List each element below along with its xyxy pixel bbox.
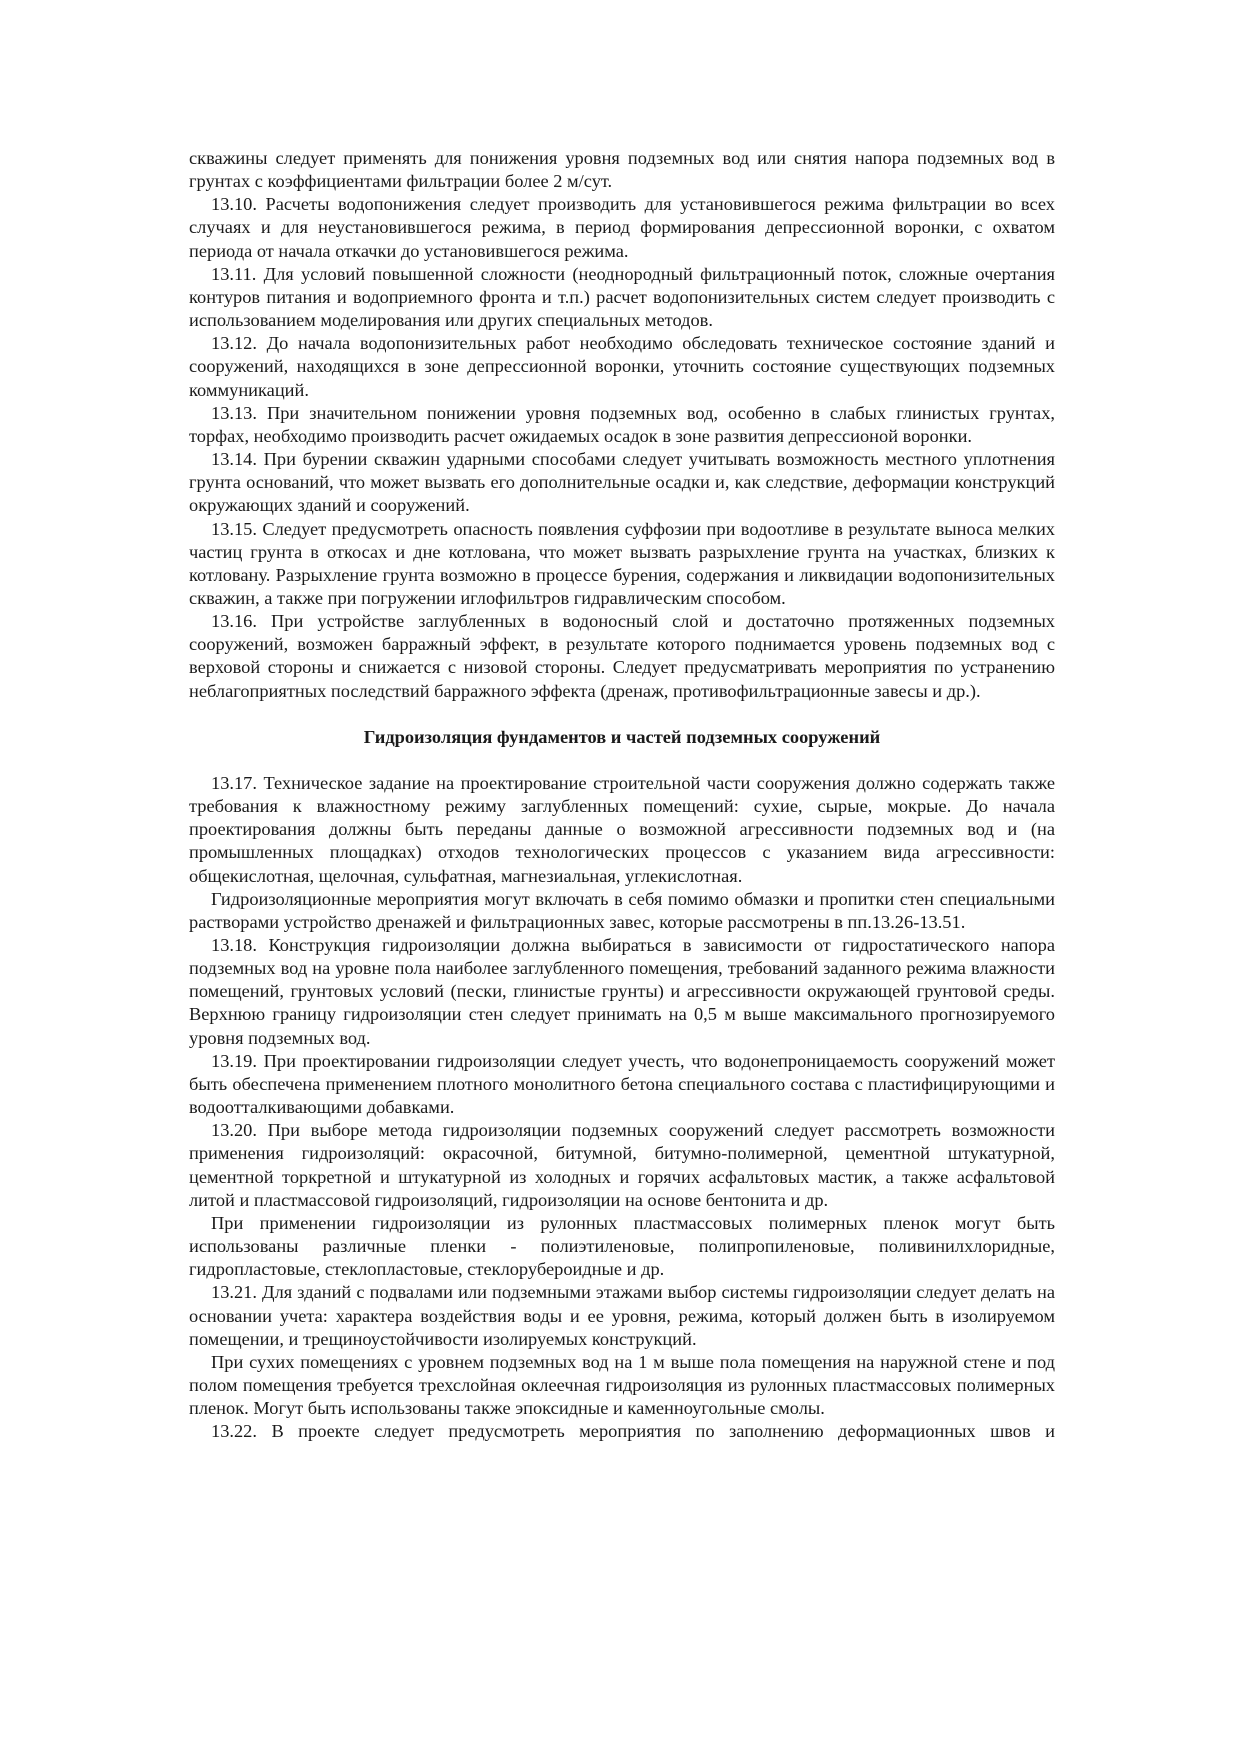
paragraph-13-14: 13.14. При бурении скважин ударными способами следует учитывать возможность местного уплотнения грунта оснований, что может вызвать его дополнительные осадки и, как следствие, деформации конструкций окружающих зданий и сооружений. bbox=[189, 449, 1055, 516]
paragraph-13-12: 13.12. До начала водопонизительных работ необходимо обследовать техническое состояние зданий и сооружений, находящихся в зоне депрессионной воронки, уточнить состояние существующих подземных коммуникаций. bbox=[189, 333, 1055, 400]
paragraph-waterproofing-measures: Гидроизоляционные мероприятия могут включать в себя помимо обмазки и пропитки стен специальными растворами устройство дренажей и фильтрационных завес, которые рассмотрены в пп.13.26-13.51. bbox=[189, 888, 1055, 932]
paragraph-13-11: 13.11. Для условий повышенной сложности (неоднородный фильтрационный поток, сложные очертания контуров питания и водоприемного фронта и т.п.) расчет водопонизительных систем следует производить с использованием моделирования или других специальных методов. bbox=[189, 263, 1055, 331]
paragraph-13-18: 13.18. Конструкция гидроизоляции должна выбираться в зависимости от гидростатического напора подземных вод на уровне пола наиболее заглубленного помещения, требований заданного режима влажности помещений, грунтовых условий (пески, глинистые грунты) и агрессивности окружающей грунтовой среды. Верхнюю границу гидроизоляции стен следует принимать на 0,5 м выше максимального прогнозируемого уровня подземных вод. bbox=[189, 935, 1055, 1048]
paragraph-13-10: 13.10. Расчеты водопонижения следует производить для установившегося режима фильтрации во всех случаях и для неустановившегося режима, в период формирования депрессионной воронки, с охватом периода от начала откачки до установившегося режима. bbox=[189, 194, 1055, 261]
paragraph-13-16: 13.16. При устройстве заглубленных в водоносный слой и достаточно протяженных подземных сооружений, возможен барражный эффект, в результате которого поднимается уровень подземных вод с верховой стороны и снижается с низовой стороны. Следует предусматривать мероприятия по устранению неблагоприятных последствий барражного эффекта (дренаж, противофильтрационные завесы и др.). bbox=[189, 611, 1055, 701]
paragraph-13-19: 13.19. При проектировании гидроизоляции следует учесть, что водонепроницаемость сооружений может быть обеспечена применением плотного монолитного бетона специального состава с пластифицирующими и водоотталкивающими добавками. bbox=[189, 1050, 1055, 1118]
document-page bbox=[189, 147, 1055, 1443]
paragraph-13-17: 13.17. Техническое задание на проектирование строительной части сооружения должно содержать также требования к влажностному режиму заглубленных помещений: сухие, сырые, мокрые. До начала проектирования должны быть переданы данные о возможной агрессивности подземных вод и (на промышленных площадках) отходов технологических процессов с указанием вида агрессивности: общекислотная, щелочная, сульфатная, магнезиальная, углекислотная. bbox=[189, 772, 1055, 886]
paragraph-13-15: 13.15. Следует предусмотреть опасность появления суффозии при водоотливе в результате выноса мелких частиц грунта в откосах и дне котлована, что может вызвать разрыхление грунта на участках, близких к котловану. Разрыхление грунта возможно в процессе бурения, содержания и ликвидации водопонизительных скважин, а также при погружении иглофильтров гидравлическим способом. bbox=[189, 518, 1055, 608]
paragraph-13-21: 13.21. Для зданий с подвалами или подземными этажами выбор системы гидроизоляции следует делать на основании учета: характера воздействия воды и ее уровня, режима, который должен быть в изолируемом помещении, и трещиноустойчивости изолируемых конструкций. bbox=[189, 1282, 1055, 1349]
paragraph-13-20: 13.20. При выборе метода гидроизоляции подземных сооружений следует рассмотреть возможности применения гидроизоляций: окрасочной, битумной, битумно-полимерной, цементной штукатурной, цементной торкретной и штукатурной из холодных и горячих асфальтовых мастик, а также асфальтовой литой и пластмассовой гидроизоляций, гидроизоляции на основе бентонита и др. bbox=[189, 1120, 1055, 1210]
paragraph-polymer-films: При применении гидроизоляции из рулонных пластмассовых полимерных пленок могут быть использованы различные пленки - полиэтиленовые, полипропиленовые, поливинилхлоридные, гидропластовые, стеклопластовые, стеклорубероидные и др. bbox=[189, 1212, 1055, 1280]
paragraph-dry-rooms: При сухих помещениях с уровнем подземных вод на 1 м выше пола помещения на наружной стене и под полом помещения требуется трехслойная оклеечная гидроизоляция из рулонных пластмассовых полимерных пленок. Могут быть использованы также эпоксидные и каменноугольные смолы. bbox=[189, 1351, 1055, 1419]
paragraph-13-13: 13.13. При значительном понижении уровня подземных вод, особенно в слабых глинистых грунтах, торфах, необходимо производить расчет ожидаемых осадок в зоне развития депрессионой воронки. bbox=[189, 402, 1055, 446]
paragraph-continuation: скважины следует применять для понижения уровня подземных вод или снятия напора подземных вод в грунтах с коэффициентами фильтрации более 2 м/сут. bbox=[189, 148, 1055, 192]
section-heading: Гидроизоляция фундаментов и частей подземных сооружений bbox=[363, 726, 881, 747]
paragraph-13-22: 13.22. В проекте следует предусмотреть мероприятия по заполнению деформационных швов и bbox=[211, 1421, 1055, 1442]
